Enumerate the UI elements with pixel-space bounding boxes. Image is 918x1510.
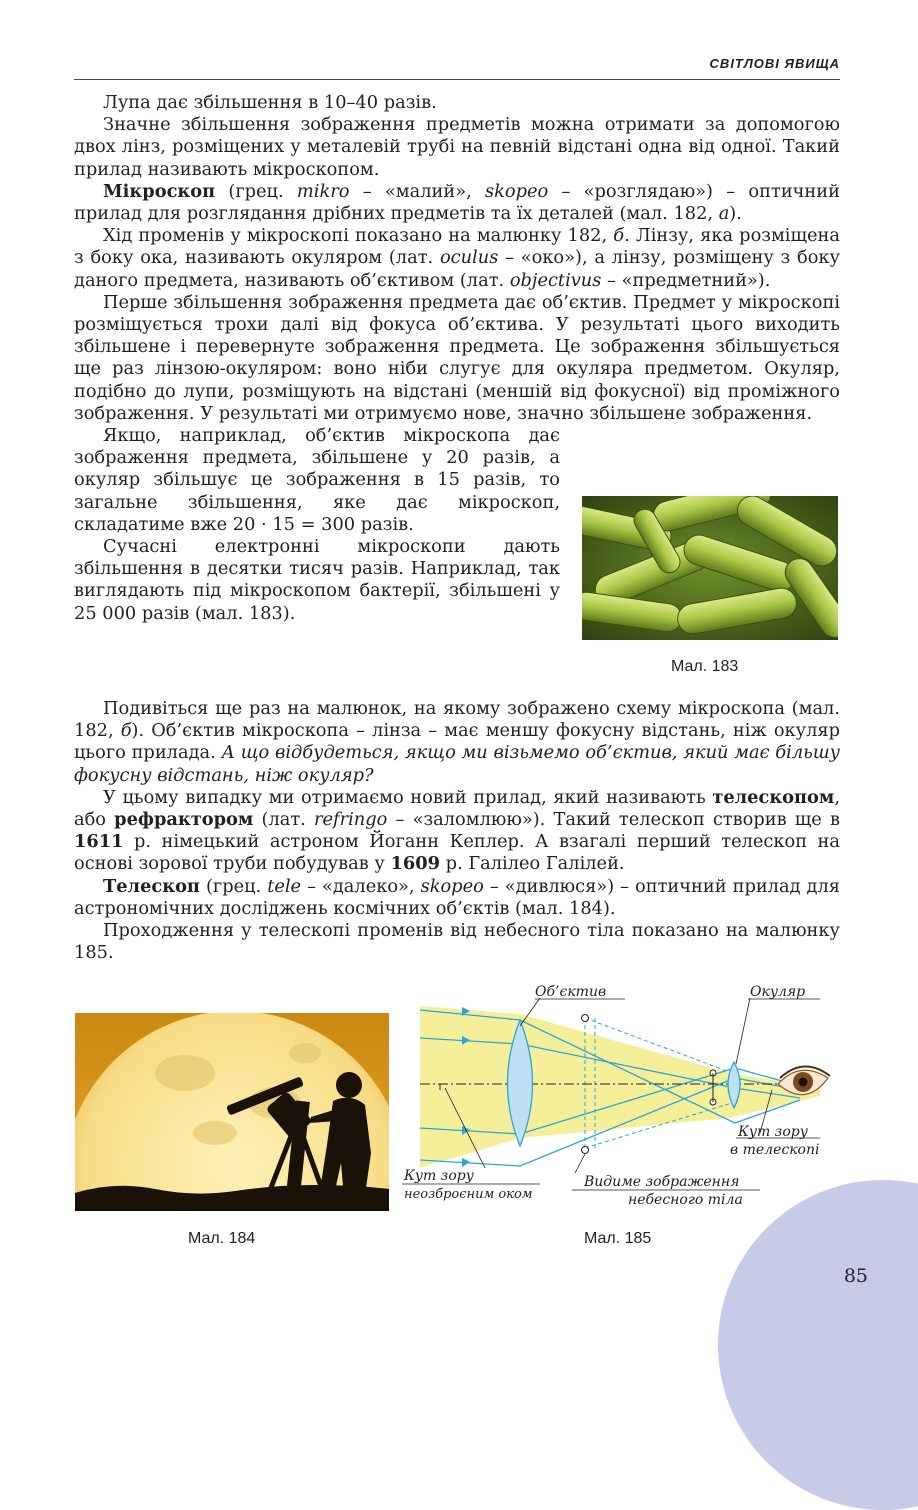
- image-point-top: [582, 1015, 589, 1022]
- text-span: Проходження у телескопі променів від небесного тіла показано на малюнку 185.: [74, 920, 840, 964]
- main-text-bottom: [74, 698, 840, 964]
- corner-decoration: [718, 1180, 918, 1510]
- leader-line: [575, 1154, 585, 1173]
- label-eyepiece: Окуляр: [750, 984, 806, 1000]
- text-span: Сучасні електронні мікроскопи дають збільшення в десятки тисяч разів. Наприклад, так виглядають під мікроскопом бактерії, збільшені у 25 000 разів (мал. 183).: [74, 536, 560, 624]
- text-span: (лат.: [253, 809, 315, 831]
- latin-word: tele: [267, 875, 302, 897]
- year: 1609: [390, 853, 441, 875]
- text-span: – «далеко»,: [301, 875, 421, 897]
- paragraph: [74, 92, 840, 114]
- text-span: Хід променів у мікроскопі показано на малюнку 182,: [103, 225, 614, 247]
- text-span: – «предметний»).: [601, 269, 771, 291]
- text-span: – «заломлюю»). Такий телескоп створив ще в: [387, 809, 840, 831]
- label-angle-telescope-2: в телескопі: [730, 1142, 820, 1158]
- term: Мікроскоп: [103, 180, 216, 202]
- text-span: р. Галілео Галілей.: [440, 853, 625, 875]
- telescope-ray-diagram: [400, 978, 840, 1208]
- fig185-ray-diagram: [400, 978, 840, 1208]
- text-span: – «розглядаю») – оптичний прилад для розглядання дрібних предметів та їх деталей (мал. 182,: [74, 180, 840, 225]
- header-rule: [74, 79, 840, 80]
- text-span: , або: [74, 786, 840, 831]
- paragraph: [74, 181, 840, 225]
- label-image-2: небесного тіла: [628, 1192, 743, 1208]
- paragraph: [74, 114, 840, 181]
- moon-telescope-illustration: [75, 1013, 389, 1211]
- paragraph: [74, 292, 840, 425]
- term: телескопом: [712, 786, 835, 808]
- question: А що відбудеться, якщо ми візьмемо об’єктив, який має більшу фокусну відстань, ніж окуляр?: [74, 742, 840, 786]
- bacteria-illustration: [582, 496, 838, 640]
- page-number: 85: [843, 1265, 868, 1287]
- image-point-bottom: [582, 1147, 589, 1154]
- latin-word: oculus: [439, 247, 499, 269]
- fig183-caption: Мал. 183: [671, 658, 739, 675]
- text-span: р. німецький астроном Йоганн Кеплер. А взагалі перший телескоп на основі зорової труби побудував у: [74, 831, 840, 875]
- label-image-1: Видиме зображення: [584, 1174, 740, 1190]
- section-title: СВІТЛОВІ ЯВИЩА: [709, 56, 840, 71]
- figure-letter: б: [613, 225, 625, 247]
- paragraph: [74, 425, 560, 536]
- paragraph: [74, 225, 840, 292]
- paragraph: [74, 698, 840, 787]
- paragraph: [74, 920, 840, 964]
- fig183-bacteria-image: [582, 496, 838, 640]
- text-span: (грец.: [199, 875, 268, 897]
- text-span: Значне збільшення зображення предметів можна отримати за допомогою двох лінз, розміщених у металевій трубі на певній відстані одна від одної. Такий прилад називають мікроскопом.: [74, 114, 840, 180]
- term: рефрактором: [114, 809, 254, 831]
- paragraph: [74, 876, 840, 920]
- figure-letter: а: [718, 203, 730, 225]
- text-span: Якщо, наприклад, об’єктив мікроскопа дає зображення предмета, збільшене у 20 разів, а окуляр збільшує це зображення в 15 разів, то загальне збільшення, яке дає мікроскоп, складатиме вже 20 · 15 = 300 разів.: [74, 425, 560, 535]
- leader-line: [736, 998, 750, 1064]
- text-span: Лупа дає збільшення в 10–40 разів.: [103, 92, 437, 113]
- term: Телескоп: [103, 875, 200, 897]
- figure-letter: б: [120, 720, 132, 742]
- paragraph: [74, 536, 560, 625]
- label-angle-telescope-1: Кут зору: [738, 1124, 808, 1140]
- fig185-caption: Мал. 185: [584, 1230, 652, 1247]
- text-span: – «малий»,: [349, 180, 485, 202]
- label-angle-naked-1: Кут зору: [404, 1168, 474, 1184]
- latin-word: refringo: [314, 809, 388, 831]
- latin-word: skopeo: [485, 180, 549, 202]
- fig184-caption: Мал. 184: [188, 1230, 256, 1247]
- latin-word: objectivus: [509, 269, 602, 291]
- label-angle-naked-2: неозброєним оком: [404, 1187, 533, 1202]
- text-span: – «око»), а лінзу, розміщену з боку даного предмета, називають об’єктивом (лат.: [74, 247, 840, 291]
- paragraph: [74, 787, 840, 876]
- text-span: ). Об’єктив мікроскопа – лінза – має меншу фокусну відстань, ніж окуляр цього прилада.: [74, 720, 841, 764]
- text-span: ).: [729, 203, 742, 225]
- year: 1611: [74, 831, 124, 853]
- latin-word: mikro: [296, 180, 350, 202]
- text-span: У цьому випадку ми отримаємо новий прилад, який називають: [103, 786, 713, 808]
- text-span: Подивіться ще раз на малюнок, на якому зображено схему мікроскопа (мал. 182,: [74, 698, 840, 742]
- text-span: (грец.: [215, 180, 297, 202]
- label-objective: Об’єктив: [535, 984, 607, 1000]
- text-span: – «дивлюся») – оптичний прилад для астрономічних досліджень космічних об’єктів (мал. 184).: [74, 875, 840, 919]
- text-span: Перше збільшення зображення предмета дає об’єктив. Предмет у мікроскопі розміщується трохи далі від фокуса об’єктива. У результаті цього виходить збільшене і перевернуте зображення предмета. Це зображення збільшується ще раз лінзою-окуляром: воно ніби слугує для окуляра предметом. Окуляр, подібно до лупи, розміщують на відстані (меншій від фокусної) від проміжного зображення. У результаті ми отримуємо нове, значно збільшене зображення.: [74, 291, 840, 424]
- latin-word: skopeo: [420, 875, 484, 897]
- fig184-telescope-photo: [75, 1013, 389, 1211]
- text-span: . Лінзу, яка розміщена з боку ока, називають окуляром (лат.: [74, 225, 840, 269]
